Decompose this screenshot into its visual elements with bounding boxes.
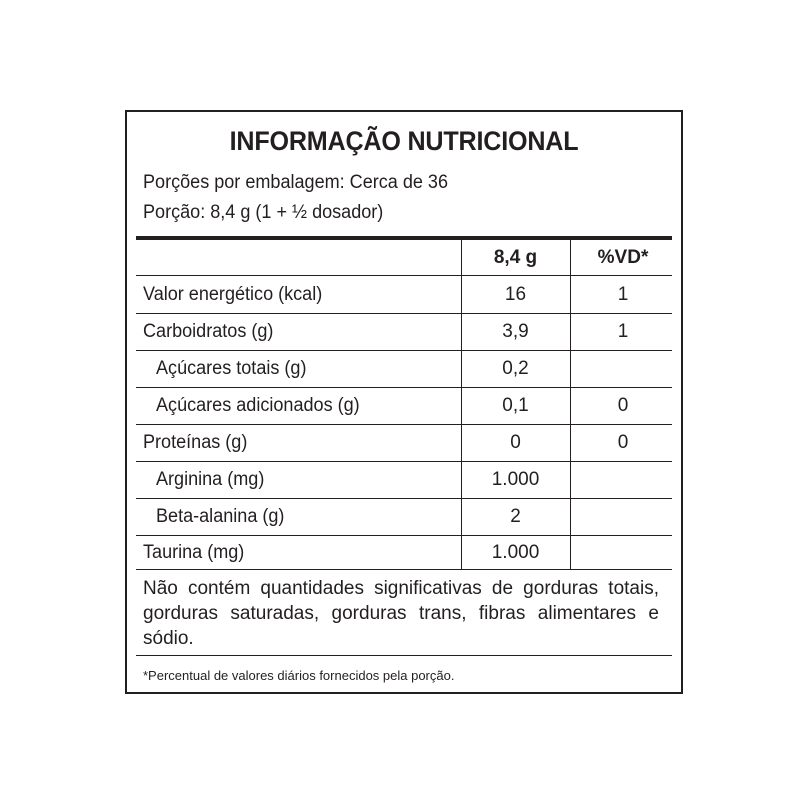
table-row (136, 351, 672, 388)
nutrient-name: Carboidratos (g) (143, 321, 274, 342)
servings-per-package: Porções por embalagem: Cerca de 36 (143, 172, 449, 193)
table-row (136, 276, 672, 314)
nutrition-facts-panel (125, 110, 683, 694)
table-row (136, 462, 672, 499)
nutrition-note: Não contém quantidades significativas de gorduras totais, gorduras saturadas, gorduras trans, fibras alimentares e sódio. (143, 578, 659, 649)
nutrient-name: Valor energético (kcal) (143, 283, 323, 305)
nutrient-amount: 0 (510, 432, 521, 453)
table-row (136, 314, 672, 351)
table-row (136, 499, 672, 536)
nutrient-dv (570, 351, 676, 387)
nutrient-name: Proteínas (g) (143, 432, 248, 453)
table-row (136, 536, 672, 569)
nutrient-amount: 2 (510, 506, 521, 527)
nutrient-dv: 0 (617, 395, 629, 416)
nutrient-dv (570, 536, 676, 569)
nutrient-amount: 3,9 (502, 321, 529, 342)
nutrient-dv: 0 (617, 432, 629, 453)
nutrient-dv (570, 462, 676, 498)
table-row (136, 388, 672, 425)
nutrient-name: Açúcares totais (g) (156, 358, 307, 379)
nutrient-amount: 1.000 (491, 469, 540, 490)
nutrient-name: Beta-alanina (g) (156, 506, 285, 527)
nutrient-dv: 1 (617, 321, 629, 342)
table-bottom-divider (136, 569, 672, 570)
amount-column-header: 8,4 g (493, 246, 538, 268)
nutrient-amount: 1.000 (491, 541, 540, 563)
nutrient-dv (570, 499, 676, 535)
nutrient-amount: 0,1 (502, 395, 529, 416)
dv-column-header: %VD* (597, 246, 649, 268)
table-header-row (136, 240, 672, 276)
nutrient-name: Taurina (mg) (143, 541, 245, 563)
serving-size: Porção: 8,4 g (1 + ½ dosador) (143, 202, 384, 223)
table-row (136, 425, 672, 462)
footnote-divider (136, 655, 672, 656)
nutrient-dv: 1 (617, 283, 629, 305)
dv-footnote: *Percentual de valores diários fornecidos pela porção. (143, 668, 455, 683)
nutrient-table (136, 240, 672, 569)
nutrient-amount: 0,2 (502, 358, 529, 379)
nutrition-title: INFORMAÇÃO NUTRICIONAL (229, 126, 579, 156)
nutrient-amount: 16 (504, 283, 527, 305)
nutrient-name: Arginina (mg) (156, 469, 265, 490)
nutrient-name: Açúcares adicionados (g) (156, 395, 360, 416)
